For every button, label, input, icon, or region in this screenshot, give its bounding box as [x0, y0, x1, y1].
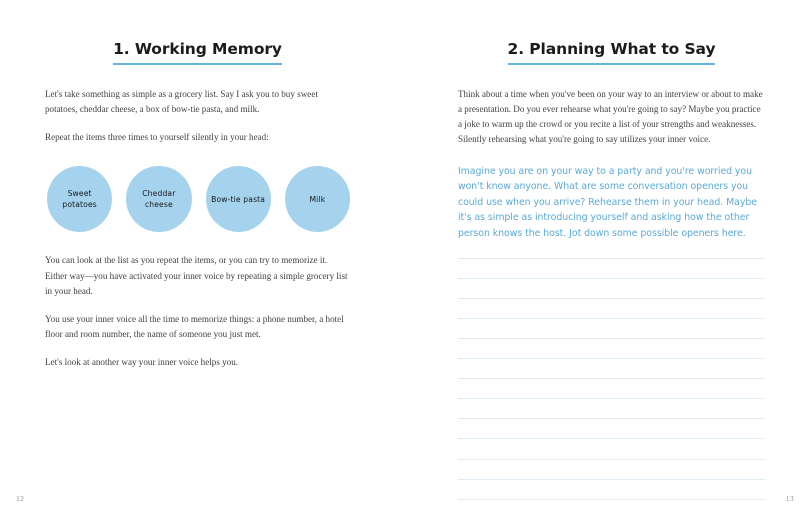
- left-page-heading: [45, 0, 350, 65]
- writing-line[interactable]: [458, 258, 765, 259]
- writing-line[interactable]: [458, 298, 765, 299]
- writing-line[interactable]: [458, 278, 765, 279]
- writing-line[interactable]: [458, 499, 765, 500]
- writing-line[interactable]: [458, 459, 765, 460]
- grocery-circle: [206, 166, 271, 232]
- writing-lines-area[interactable]: [458, 258, 765, 500]
- grocery-circle: [47, 166, 112, 232]
- writing-line[interactable]: [458, 418, 765, 419]
- page-number-left: 12: [16, 494, 25, 503]
- paragraph: You use your inner voice all the time to memorize things: a phone number, a hotel floor and room number, the name of someone you just met.: [45, 314, 344, 340]
- writing-line[interactable]: [458, 438, 765, 439]
- grocery-circle-label: Bow-tie pasta: [211, 194, 266, 204]
- right-page-heading: [458, 0, 765, 65]
- grocery-circle-label: Cheddar cheese: [142, 189, 176, 210]
- page-title: 1. Working Memory: [113, 41, 282, 65]
- writing-line[interactable]: [458, 358, 765, 359]
- writing-line[interactable]: [458, 398, 765, 399]
- paragraph: Let's look at another way your inner voice helps you.: [45, 357, 239, 368]
- grocery-circle-label: Milk: [309, 194, 326, 204]
- page-title: 2. Planning What to Say: [508, 41, 716, 65]
- writing-line[interactable]: [458, 338, 765, 339]
- writing-line[interactable]: [458, 318, 765, 319]
- paragraph: Think about a time when you've been on your way to an interview or about to make a presentation. Do you ever rehearse what you're going to say? Maybe you practice a joke to warm up the crowd or you recite a list of your strengths and weaknesses. Silently rehearsing what you're going to say utilizes your inner voice.: [458, 88, 763, 145]
- right-page: [405, 0, 810, 521]
- grocery-circles-row: [47, 166, 350, 232]
- grocery-circle-label: Sweet potatoes: [62, 189, 97, 210]
- paragraph: You can look at the list as you repeat the items, or you can try to memorize it. Either way—you have activated your inner voice by repeating a simple grocery list in your head.: [45, 255, 348, 296]
- paragraph: Let's take something as simple as a grocery list. Say I ask you to buy sweet potatoes, cheddar cheese, a box of bow-tie pasta, and milk.: [45, 88, 318, 115]
- writing-line[interactable]: [458, 479, 765, 480]
- page-number-right: 13: [785, 494, 794, 503]
- grocery-circle: [126, 166, 191, 232]
- grocery-circle: [285, 166, 350, 232]
- exercise-prompt: Imagine you are on your way to a party and you're worried you won't know anyone. What are some conversation openers you could use when you arrive? Rehearse them in your head. Maybe it's as simple as introducing yourself and asking how the other person knows the host. Jot down some possible openers here.: [458, 165, 757, 239]
- paragraph: Repeat the items three times to yourself silently in your head:: [45, 132, 269, 143]
- writing-line[interactable]: [458, 378, 765, 379]
